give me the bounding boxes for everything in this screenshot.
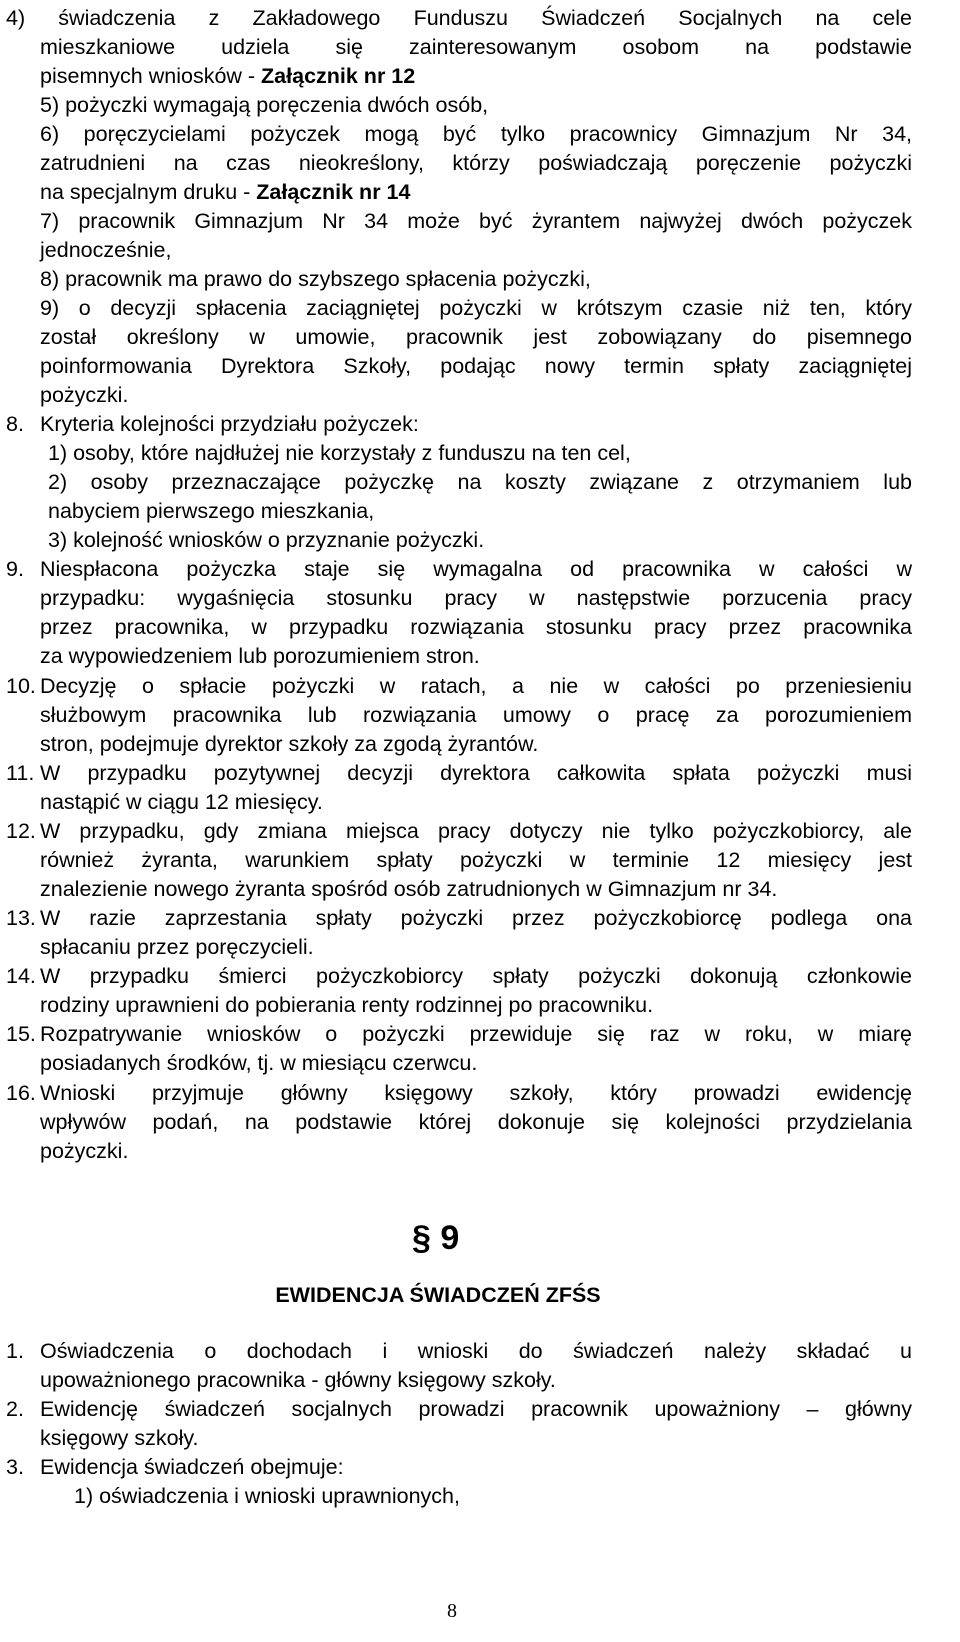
record-item-2-line-2: księgowy szkoły. (40, 1426, 199, 1450)
record-subitem-1: 1) oświadczenia i wnioski uprawnionych, (74, 1484, 460, 1508)
attachment-14-ref: Załącznik nr 14 (256, 180, 411, 204)
point-10-line-3: stron, podejmuje dyrektor szkoły za zgodą żyrantów. (40, 732, 539, 756)
point-10-number: 10. (6, 674, 36, 698)
criteria-item-2-line-1: 2) osoby przeznaczające pożyczkę na koszty związane z otrzymaniem lub (48, 470, 912, 494)
item-4-line-1: 4) świadczenia z Zakładowego Funduszu Świadczeń Socjalnych na cele (6, 6, 912, 30)
point-14-line-1: W przypadku śmierci pożyczkobiorcy spłaty pożyczki dokonują członkowie (40, 964, 912, 988)
point-13-line-2: spłacaniu przez poręczycieli. (40, 935, 314, 959)
section-9-title: EWIDENCJA ŚWIADCZEŃ ZFŚS (275, 1283, 601, 1307)
point-13-number: 13. (6, 906, 36, 930)
point-15-number: 15. (6, 1022, 36, 1046)
item-9-line-2: został określony w umowie, pracownik jest zobowiązany do pisemnego (40, 325, 912, 349)
item-9-line-3: poinformowania Dyrektora Szkoły, podając nowy termin spłaty zaciągniętej (40, 354, 912, 378)
item-8-line-1: 8) pracownik ma prawo do szybszego spłacenia pożyczki, (40, 267, 591, 291)
record-item-3-line-1: Ewidencja świadczeń obejmuje: (40, 1455, 344, 1479)
point-15-line-2: posiadanych środków, tj. w miesiącu czerwcu. (40, 1051, 478, 1075)
point-14-line-2: rodziny uprawnieni do pobierania renty rodzinnej po pracowniku. (40, 993, 654, 1017)
page-number: 8 (447, 1600, 457, 1622)
point-16-number: 16. (6, 1081, 36, 1105)
criteria-item-3: 3) kolejność wniosków o przyznanie pożyczki. (48, 528, 485, 552)
point-15-line-1: Rozpatrywanie wniosków o pożyczki przewiduje się raz w roku, w miarę (40, 1022, 912, 1046)
point-12-line-3: znalezienie nowego żyranta spośród osób zatrudnionych w Gimnazjum nr 34. (40, 877, 778, 901)
record-item-1-line-2: upoważnionego pracownika - główny księgowy szkoły. (40, 1368, 556, 1392)
point-9-line-4: za wypowiedzeniem lub porozumieniem stron. (40, 644, 480, 668)
item-9-line-4: pożyczki. (40, 383, 129, 407)
point-10-line-2: służbowym pracownika lub rozwiązania umowy o pracę za porozumieniem (40, 703, 912, 727)
record-item-2-line-1: Ewidencję świadczeń socjalnych prowadzi pracownik upoważniony – główny (40, 1397, 912, 1421)
item-4-text: pisemnych wniosków - (40, 64, 262, 88)
item-6-line-1: 6) poręczycielami pożyczek mogą być tylko pracownicy Gimnazjum Nr 34, (40, 122, 912, 146)
item-7-line-1: 7) pracownik Gimnazjum Nr 34 może być żyrantem najwyżej dwóch pożyczek (40, 209, 912, 233)
section-9-sign: § 9 (412, 1219, 460, 1257)
point-16-line-1: Wnioski przyjmuje główny księgowy szkoły, który prowadzi ewidencję (40, 1081, 912, 1105)
item-6-line-3 (40, 178, 410, 207)
item-4-line-3 (40, 62, 415, 91)
point-12-line-2: również żyranta, warunkiem spłaty pożyczki w terminie 12 miesięcy jest (40, 848, 912, 872)
item-4-line-2: mieszkaniowe udziela się zainteresowanym osobom na podstawie (40, 35, 912, 59)
item-7-line-2: jednocześnie, (40, 238, 172, 262)
attachment-12-ref: Załącznik nr 12 (261, 64, 416, 88)
point-11-line-1: W przypadku pozytywnej decyzji dyrektora całkowita spłata pożyczki musi (40, 761, 912, 785)
record-item-2-number: 2. (6, 1397, 24, 1421)
point-12-line-1: W przypadku, gdy zmiana miejsca pracy dotyczy nie tylko pożyczkobiorcy, ale (40, 819, 912, 843)
point-11-line-2: nastąpić w ciągu 12 miesięcy. (40, 790, 323, 814)
point-13-line-1: W razie zaprzestania spłaty pożyczki przez pożyczkobiorcę podlega ona (40, 906, 912, 930)
point-12-number: 12. (6, 819, 36, 843)
point-11-number: 11. (6, 761, 35, 785)
item-5-line-1: 5) pożyczki wymagają poręczenia dwóch osób, (40, 93, 489, 117)
point-16-line-2: wpływów podań, na podstawie której dokonuje się kolejności przydzielania (40, 1110, 912, 1134)
point-9-line-3: przez pracownika, w przypadku rozwiązania stosunku pracy przez pracownika (40, 615, 912, 639)
record-item-3-number: 3. (6, 1455, 24, 1479)
item-6-text: na specjalnym druku - (40, 180, 257, 204)
point-10-line-1: Decyzję o spłacie pożyczki w ratach, a nie w całości po przeniesieniu (40, 674, 912, 698)
item-9-line-1: 9) o decyzji spłacenia zaciągniętej pożyczki w krótszym czasie niż ten, który (40, 296, 912, 320)
point-9-line-2: przypadku: wygaśnięcia stosunku pracy w następstwie porzucenia pracy (40, 586, 912, 610)
point-14-number: 14. (6, 964, 36, 988)
section-8-number: 8. (6, 412, 24, 436)
item-6-line-2: zatrudnieni na czas nieokreślony, którzy poświadczają poręczenie pożyczki (40, 151, 912, 175)
criteria-item-1: 1) osoby, które najdłużej nie korzystały z funduszu na ten cel, (48, 441, 631, 465)
section-8-heading: Kryteria kolejności przydziału pożyczek: (40, 412, 419, 436)
record-item-1-number: 1. (6, 1339, 24, 1363)
record-item-1-line-1: Oświadczenia o dochodach i wnioski do świadczeń należy składać u (40, 1339, 912, 1363)
criteria-item-2-line-2: nabyciem pierwszego mieszkania, (48, 499, 375, 523)
point-16-line-3: pożyczki. (40, 1139, 129, 1163)
point-9-number: 9. (6, 557, 24, 581)
point-9-line-1: Niespłacona pożyczka staje się wymagalna od pracownika w całości w (40, 557, 912, 581)
